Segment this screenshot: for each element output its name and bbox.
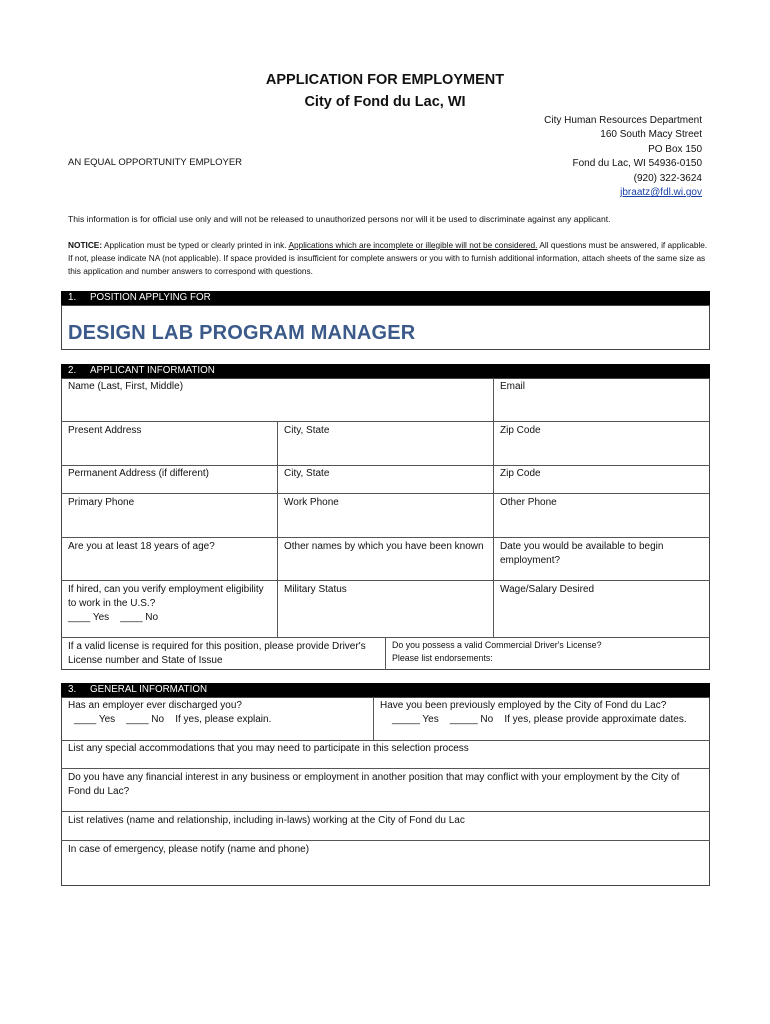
hr-department: City Human Resources Department bbox=[544, 115, 702, 126]
notice-paragraph bbox=[68, 239, 710, 279]
previously-employed-answer[interactable]: _____ Yes _____ No If yes, please provide approximate dates. bbox=[392, 714, 687, 725]
wage-desired-field[interactable]: Wage/Salary Desired bbox=[500, 584, 595, 595]
section-1-header bbox=[61, 291, 710, 305]
contact-email-link[interactable]: jbraatz@fdl.wi.gov bbox=[620, 187, 702, 199]
available-date-field[interactable]: Date you would be available to begin employment? bbox=[500, 541, 664, 566]
relatives-field[interactable]: List relatives (name and relationship, including in-laws) working at the City of Fond du Lac bbox=[68, 815, 465, 826]
section-2-header bbox=[61, 364, 710, 378]
accommodations-field[interactable]: List any special accommodations that you may need to participate in this selection process bbox=[68, 743, 469, 754]
form-title: APPLICATION FOR EMPLOYMENT bbox=[265, 72, 505, 88]
section-2-number: 2. bbox=[68, 365, 77, 376]
other-phone-field[interactable]: Other Phone bbox=[500, 497, 557, 508]
military-status-field[interactable]: Military Status bbox=[284, 584, 347, 595]
discharged-answer[interactable]: ____ Yes ____ No If yes, please explain. bbox=[74, 714, 272, 725]
emergency-contact-field[interactable]: In case of emergency, please notify (name and phone) bbox=[68, 844, 310, 855]
section-3-title: GENERAL INFORMATION bbox=[90, 684, 208, 695]
notice-label: NOTICE: bbox=[68, 240, 103, 250]
other-names-field[interactable]: Other names by which you have been known bbox=[284, 541, 484, 552]
eligibility-yes-no[interactable]: ____ Yes ____ No bbox=[68, 612, 159, 623]
section-2-title: APPLICANT INFORMATION bbox=[90, 365, 215, 376]
discharged-question: Has an employer ever discharged you? bbox=[68, 700, 242, 711]
equal-opportunity-label: AN EQUAL OPPORTUNITY EMPLOYER bbox=[68, 157, 243, 168]
street-address: 160 South Macy Street bbox=[600, 129, 702, 141]
contact-block bbox=[544, 114, 702, 200]
primary-phone-field[interactable]: Primary Phone bbox=[68, 497, 135, 508]
license-field[interactable]: If a valid license is required for this position, please provide Driver's License number and State of Issue bbox=[68, 641, 366, 666]
notice-text-2: All questions must be answered, if applicable. If not, please indicate NA (not applicable). If space provided is insufficient for complete answers or you with to furnish additional information, attach sheets of the same size as this application and number answers to correspond with questions. bbox=[68, 240, 708, 277]
section-3-header bbox=[61, 683, 710, 697]
email-field[interactable]: Email bbox=[500, 381, 526, 392]
po-box: PO Box 150 bbox=[648, 143, 702, 155]
section-1-number: 1. bbox=[68, 292, 77, 303]
work-phone-field[interactable]: Work Phone bbox=[284, 497, 339, 508]
position-applied: DESIGN LAB PROGRAM MANAGER bbox=[68, 322, 416, 344]
financial-interest-field[interactable]: Do you have any financial interest in any business or employment in another position that may conflict with your employment by the City of Fond du Lac? bbox=[68, 772, 680, 797]
eligibility-question: If hired, can you verify employment eligibility to work in the U.S.? bbox=[68, 584, 264, 609]
cdl-question[interactable]: Do you possess a valid Commercial Driver's License? bbox=[392, 640, 602, 650]
present-address-field[interactable]: Present Address bbox=[68, 425, 142, 436]
official-use-statement: This information is for official use only and will not be released to unauthorized persons nor will it be used to discriminate against any applicant. bbox=[68, 214, 611, 224]
permanent-zip-field[interactable]: Zip Code bbox=[500, 468, 541, 479]
city-state-zip: Fond du Lac, WI 54936-0150 bbox=[572, 158, 702, 170]
cdl-endorsements[interactable]: Please list endorsements: bbox=[392, 653, 493, 663]
age-question-field[interactable]: Are you at least 18 years of age? bbox=[68, 541, 215, 552]
notice-underlined: Applications which are incomplete or illegible will not be considered. bbox=[288, 240, 538, 250]
section-1-title: POSITION APPLYING FOR bbox=[90, 292, 211, 303]
present-zip-field[interactable]: Zip Code bbox=[500, 425, 541, 436]
name-field[interactable]: Name (Last, First, Middle) bbox=[68, 381, 184, 392]
present-city-state-field[interactable]: City, State bbox=[284, 425, 330, 436]
permanent-city-state-field[interactable]: City, State bbox=[284, 468, 330, 479]
form-subtitle: City of Fond du Lac, WI bbox=[304, 94, 466, 110]
notice-text-1: Application must be typed or clearly printed in ink. bbox=[102, 240, 289, 250]
section-3-number: 3. bbox=[68, 684, 77, 695]
previously-employed-question: Have you been previously employed by the City of Fond du Lac? bbox=[380, 700, 667, 711]
permanent-address-field[interactable]: Permanent Address (if different) bbox=[68, 468, 209, 479]
phone-number: (920) 322-3624 bbox=[633, 172, 702, 184]
